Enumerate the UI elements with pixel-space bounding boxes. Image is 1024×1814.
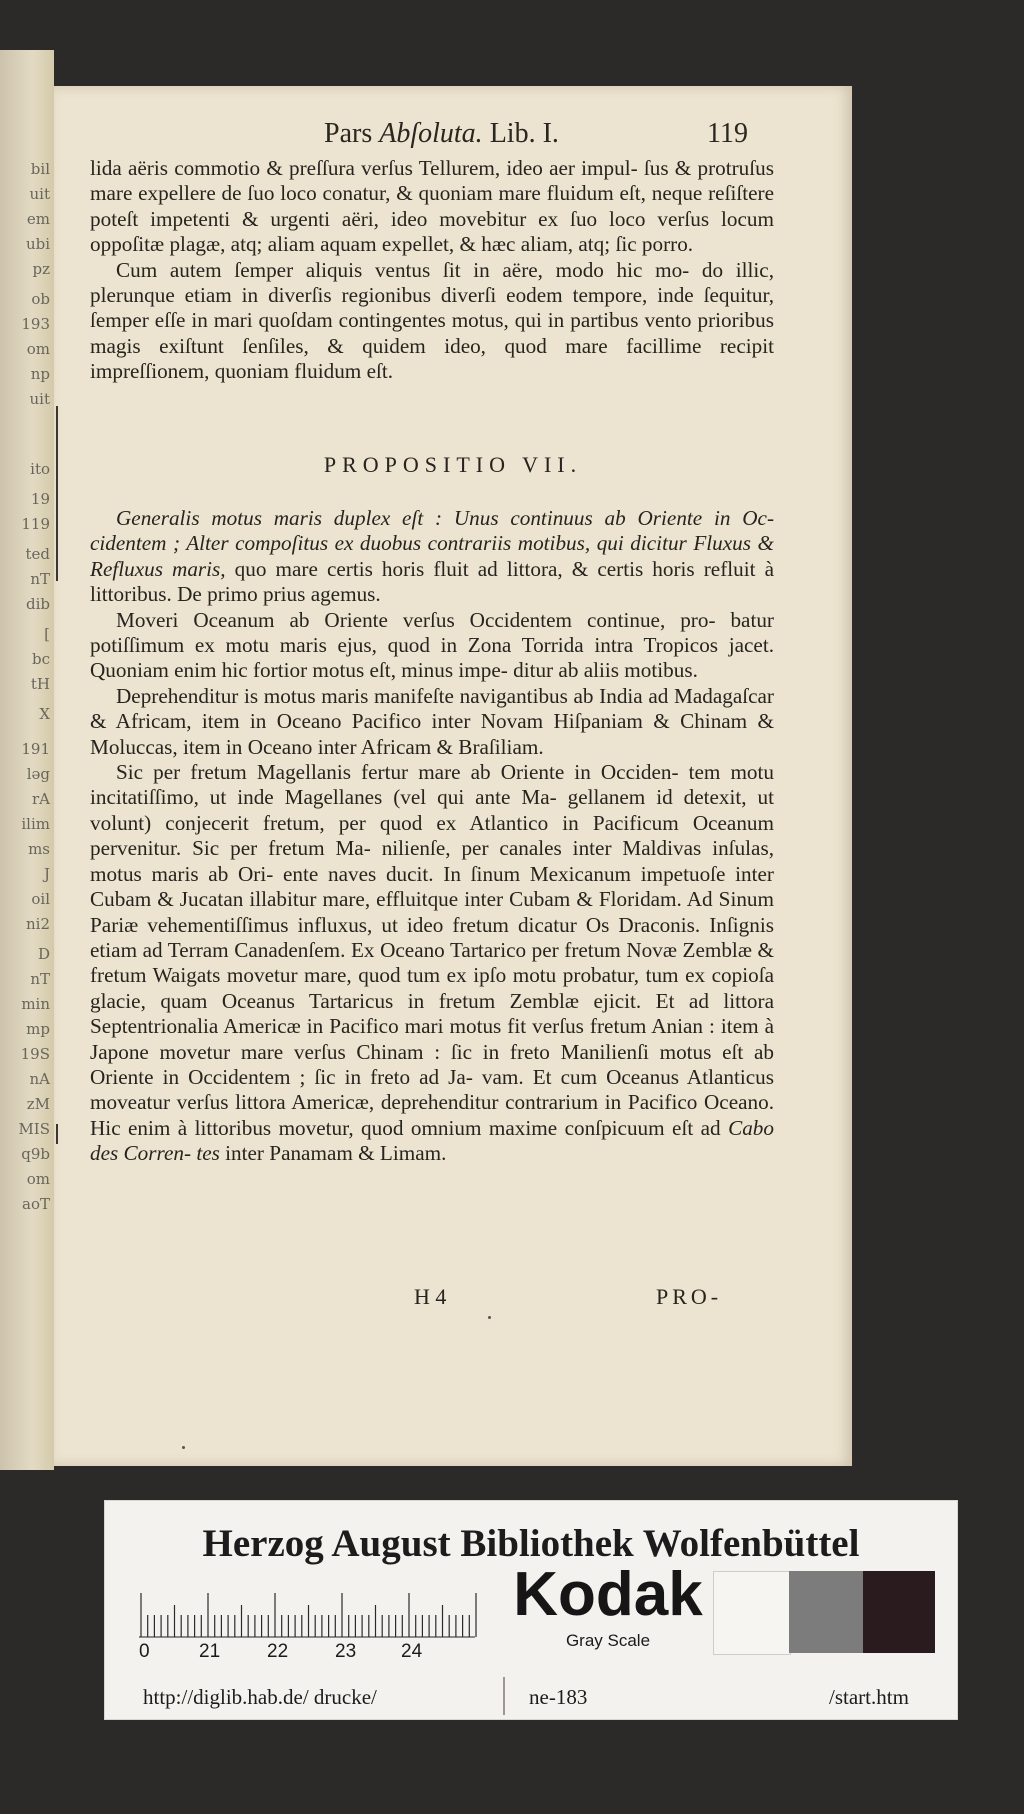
margin-fragment: ni2	[25, 915, 50, 933]
margin-fragment: [	[44, 625, 50, 643]
margin-fragment: uit	[29, 390, 50, 408]
kodak-logo: Kodak	[513, 1560, 703, 1629]
adjacent-page-edge	[0, 50, 54, 1470]
margin-fragment: rA	[31, 790, 50, 808]
margin-fragment: ləg	[26, 765, 50, 783]
margin-fragment: nT	[30, 570, 50, 588]
paragraph: Moveri Oceanum ab Oriente verſus Occidentem continue, pro- batur potiſſimum ex motu maris ejus, quod in Zona Torrida intra Tropicos jacet. Quoniam enim hic fortior motus eſt, minus impe- ditur ab aliis motibus.	[90, 607, 774, 683]
ruler-number: 24	[401, 1641, 423, 1662]
url-right: /start.htm	[829, 1685, 909, 1709]
ruler-number: 0	[139, 1641, 150, 1662]
margin-fragment: bc	[31, 650, 50, 668]
margin-fragment: om	[26, 340, 50, 358]
proposition-statement: Generalis motus maris duplex eſt : Unus continuus ab Oriente in Oc- cidentem ; Alter compoſitus ex duobus contrariis motibus, qui dicitur Fluxus & Refluxus maris, quo mare certis horis fluit ad littora, & certis horis refluit à littoribus. De primo prius agemus.	[90, 506, 774, 607]
signature-mark: H 4	[414, 1284, 447, 1309]
ruler-number: 21	[199, 1641, 221, 1662]
margin-fragment: oil	[31, 890, 50, 908]
margin-fragment: 191	[21, 740, 50, 758]
proposition-heading: PROPOSITIO VII.	[323, 452, 583, 477]
running-header	[124, 118, 748, 152]
margin-fragment: nA	[29, 1070, 50, 1088]
swatch-gray	[789, 1571, 863, 1653]
color-calibration-card	[104, 1500, 958, 1720]
margin-fragment: pz	[32, 260, 50, 278]
catchword: PRO-	[656, 1284, 723, 1309]
margin-fragment: q9b	[21, 1145, 50, 1163]
paragraph: Deprehenditur is motus maris manifeſte navigantibus ab India ad Madagaſcar & Africam, item in Oceano Pacifico inter Novam Hiſpaniam & Chinam & Moluccas, item in Oceano inter Africam & Braſiliam.	[90, 683, 774, 759]
margin-fragment: X	[39, 705, 50, 723]
paragraph: lida aëris commotio & preſſura verſus Tellurem, ideo aer impul- ſus & protruſus mare expellere de ſuo loco conatur, & quoniam mare fluidum eſt, neque reſiſtere poteſt impetenti & urgenti aëri, ideo movebitur ex ſuo loco verſus locum oppoſitæ plagæ, atq; aliam aquam expellet, & hæc aliam, atq; ſic porro.	[90, 156, 774, 257]
margin-fragment: em	[26, 210, 50, 228]
swatch-white	[713, 1571, 791, 1655]
swatch-black	[863, 1571, 935, 1653]
paragraph: Sic per fretum Magellanis fertur mare ab Oriente in Occiden- tem motu incitatiſſimo, ut inde Magellanes (vel qui ante Ma- gellanem id detexit, ut volunt) conjecerit fretum, per quod ex Atlantico in Pacificum Oceanum pervenitur. Sic per fretum Ma- nilienſe, per canales inter Maldivas inſulas, motus maris ab Ori- ente naves ducit. In ſinum Mexicanum impetuoſe inter Cubam & Jucatan illabitur mare, effluitque inter Cubam & Floridam. Ad Sinum Pariæ vehementiſſimus influxus, ut ideo fretum dicatur Os Draconis. Inſignis etiam ad Terram Canadenſem. Ex Oceano Tartarico per fretum Novæ Zemblæ & fretum Waigats movetur mare, quod tum ex ipſo motu probatur, tum ex copioſa glacie, quam Oceanus Tartaricus in fretum Zemblæ ejicit. Et ad littora Septentrionalia Americæ in Pacifico mari motus fit verſus fretum Anian : item à Japone movetur mare verſus Chinam : ſic in freto Manilienſi motus eſt ab Oriente in Occidentem ; ſic in freto ad Ja- vam. Et cum Oceanus Atlanticus moveatur verſus littora Americæ, deprehenditur contrarium in Pacifico Oceano. Hic enim à littoribus movetur, quod omnium maxime conſpicuum eſt ad Cabo des Corren- tes inter Panamam & Limam.	[90, 760, 774, 1166]
ruler-number: 23	[335, 1641, 357, 1662]
margin-fragment: bil	[30, 160, 50, 178]
margin-fragment: ted	[25, 545, 50, 563]
margin-fragment: zM	[26, 1095, 50, 1113]
margin-fragment: dib	[25, 595, 50, 613]
margin-fragment: ms	[28, 840, 50, 858]
margin-fragment: ilim	[21, 815, 50, 833]
book-page	[54, 86, 852, 1466]
ruler-ticks	[139, 1583, 479, 1639]
margin-fragment: aoT	[22, 1195, 50, 1213]
margin-fragment: 119	[21, 515, 50, 533]
paper-speck	[488, 1316, 491, 1319]
library-name: Herzog August Bibliothek Wolfenbüttel	[202, 1522, 860, 1565]
margin-line	[56, 406, 58, 581]
ruler-number: 22	[267, 1641, 289, 1662]
url-left: http://diglib.hab.de/ drucke/	[143, 1685, 377, 1709]
text-block-top	[90, 156, 774, 385]
divider	[503, 1677, 505, 1715]
margin-line	[56, 1124, 58, 1144]
margin-fragment: np	[30, 365, 50, 383]
margin-fragment: uit	[29, 185, 50, 203]
margin-fragment: ito	[30, 460, 50, 478]
margin-fragment: ob	[31, 290, 50, 308]
margin-fragment: tH	[30, 675, 50, 693]
running-title: Pars Abſoluta. Lib. I.	[324, 118, 559, 149]
measurement-ruler	[139, 1583, 479, 1669]
margin-fragment: D	[37, 945, 50, 963]
paragraph: Cum autem ſemper aliquis ventus ſit in aëre, modo hic mo- do illic, plerunque etiam in diverſis regionibus diverſi eodem tempore, inde ſequitur, ſemper eſſe in mari quoſdam contingentes motus, qui in partibus vento prioribus magis exiſtunt ſenſiles, & quidem ideo, quod mare facillime recipit impreſſionem, quoniam fluidum eſt.	[90, 257, 774, 384]
margin-fragment: mp	[26, 1020, 50, 1038]
margin-fragment: 19S	[20, 1045, 50, 1063]
paper-speck	[182, 1446, 185, 1449]
text-block-bottom	[90, 506, 774, 1167]
margin-fragment: MIS	[18, 1120, 50, 1138]
margin-fragment: min	[21, 995, 50, 1013]
margin-fragment: nT	[30, 970, 50, 988]
margin-fragment: 193	[21, 315, 50, 333]
margin-fragment: J	[43, 865, 50, 883]
gray-scale-label: Gray Scale	[565, 1631, 651, 1650]
margin-fragment: om	[26, 1170, 50, 1188]
margin-fragment: 19	[30, 490, 50, 508]
margin-fragment: ubi	[25, 235, 50, 253]
page-number: 119	[707, 118, 748, 149]
shelfmark: ne-183	[529, 1685, 588, 1709]
